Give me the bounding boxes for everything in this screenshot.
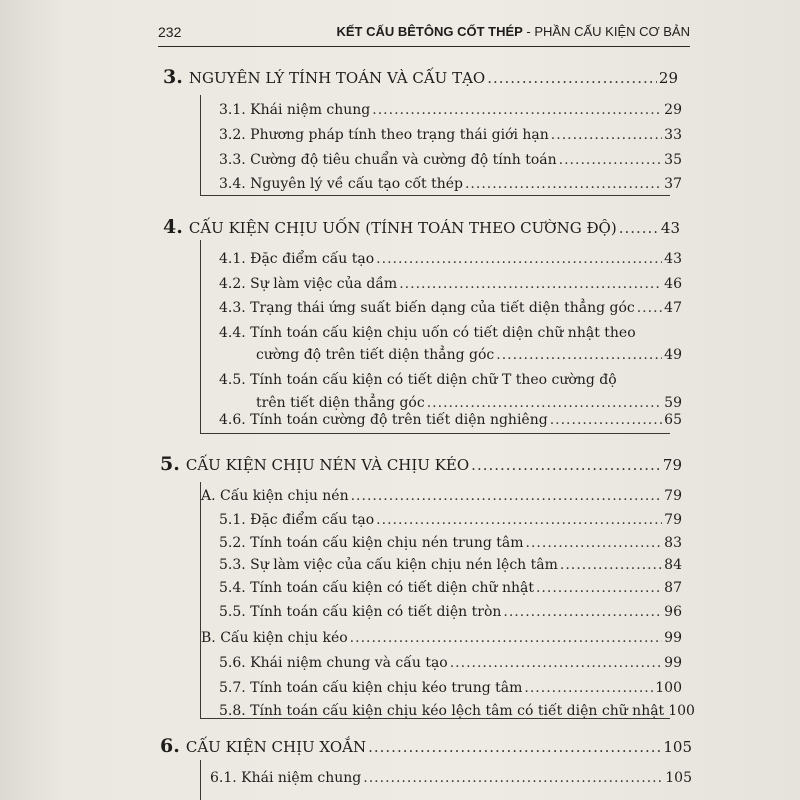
toc-chapter-4[interactable] [163, 216, 680, 238]
chapter-6-bracket [200, 760, 201, 800]
dot-leader [376, 251, 662, 267]
toc-section-3-2[interactable] [219, 127, 682, 143]
running-header [158, 24, 690, 46]
chapter-number: 3. [163, 66, 183, 88]
header-rule [158, 46, 690, 47]
section-title: 6.1. Khái niệm chung [210, 770, 362, 786]
page-ref: 65 [664, 412, 682, 428]
toc-section-6-1[interactable] [210, 770, 692, 786]
dot-leader [526, 535, 663, 551]
toc-chapter-3[interactable] [163, 66, 678, 88]
section-title: 3.1. Khái niệm chung [219, 102, 371, 118]
page-ref: 99 [664, 630, 682, 646]
dot-leader [503, 604, 662, 620]
section-title: cường độ trên tiết diện thẳng góc [256, 347, 495, 363]
dot-leader [524, 680, 653, 696]
toc-part-5a[interactable] [201, 488, 682, 504]
page-ref: 87 [664, 580, 682, 596]
page-ref: 49 [664, 347, 682, 363]
page-ref: 59 [664, 395, 682, 411]
running-title-main: KẾT CẤU BÊTÔNG CỐT THÉP [336, 24, 523, 39]
dot-leader [450, 655, 662, 671]
section-title: 5.2. Tính toán cấu kiện chịu nén trung tâm [219, 535, 524, 551]
page-ref: 99 [664, 655, 682, 671]
section-title: trên tiết diện thẳng góc [256, 395, 425, 411]
dot-leader [363, 770, 663, 786]
dot-leader [637, 300, 662, 316]
toc-section-5-8[interactable] [219, 703, 695, 719]
dot-leader [465, 176, 662, 192]
chapter-3-bottom-rule [200, 195, 670, 196]
page-ref: 37 [664, 176, 682, 192]
dot-leader [550, 412, 662, 428]
section-title: 4.6. Tính toán cường độ trên tiết diện nghiêng [219, 412, 548, 428]
toc-section-5-4[interactable] [219, 580, 682, 596]
page-ref: 47 [664, 300, 682, 316]
section-title: 5.1. Đặc điểm cấu tạo [219, 512, 375, 528]
toc-section-5-7[interactable] [219, 680, 682, 696]
toc-section-3-1[interactable] [219, 102, 682, 118]
toc-section-5-3[interactable] [219, 557, 682, 573]
section-title: 3.2. Phương pháp tính theo trạng thái giới hạn [219, 127, 549, 143]
section-title: 5.8. Tính toán cấu kiện chịu kéo lệch tâm có tiết diện chữ nhật [219, 703, 665, 719]
dot-leader [551, 127, 662, 143]
chapter-number: 4. [163, 216, 183, 238]
page-ref: 96 [664, 604, 682, 620]
page-ref: 105 [663, 738, 692, 756]
toc-section-4-5-line1[interactable]: 4.5. Tính toán cấu kiện có tiết diện chữ T theo cường độ [219, 372, 617, 388]
toc-part-5b[interactable] [201, 630, 682, 646]
page-number: 232 [158, 24, 182, 40]
section-title: 5.3. Sự làm việc của cấu kiện chịu nén lệch tâm [219, 557, 558, 573]
toc-section-4-1[interactable] [219, 251, 682, 267]
page-ref: 35 [664, 152, 682, 168]
page-ref: 100 [655, 680, 682, 696]
chapter-title: CẤU KIỆN CHỊU NÉN VÀ CHỊU KÉO [185, 456, 470, 474]
page-ref: 43 [660, 219, 680, 237]
toc-section-3-3[interactable] [219, 152, 682, 168]
toc-section-5-2[interactable] [219, 535, 682, 551]
dot-leader [560, 557, 662, 573]
section-title: 5.5. Tính toán cấu kiện có tiết diện tròn [219, 604, 502, 620]
page-ref: 79 [664, 488, 682, 504]
section-title: 5.7. Tính toán cấu kiện chịu kéo trung tâm [219, 680, 523, 696]
chapter-title: CẤU KIỆN CHỊU UỐN (TÍNH TOÁN THEO CƯỜNG ĐỘ) [188, 219, 617, 237]
chapter-4-bracket [200, 240, 201, 433]
toc-section-4-6[interactable] [219, 412, 682, 428]
toc-section-5-6[interactable] [219, 655, 682, 671]
chapter-title: CẤU KIỆN CHỊU XOẮN [185, 738, 367, 756]
page-ref: 83 [664, 535, 682, 551]
page-ref: 43 [664, 251, 682, 267]
section-title: 4.3. Trạng thái ứng suất biến dạng của tiết diện thẳng góc [219, 300, 635, 316]
section-title: 5.6. Khái niệm chung và cấu tạo [219, 655, 448, 671]
page-ref: 29 [664, 102, 682, 118]
toc-section-4-4-line1[interactable]: 4.4. Tính toán cấu kiện chịu uốn có tiết diện chữ nhật theo [219, 325, 636, 341]
dot-leader [619, 219, 659, 237]
section-title: 3.3. Cường độ tiêu chuẩn và cường độ tính toán [219, 152, 557, 168]
chapter-number: 6. [160, 735, 180, 757]
chapter-5-bracket [200, 482, 201, 718]
page-ref: 100 [668, 703, 695, 719]
toc-section-5-1[interactable] [219, 512, 682, 528]
section-title: 4.1. Đặc điểm cấu tạo [219, 251, 375, 267]
toc-section-4-2[interactable] [219, 276, 682, 292]
running-title [336, 24, 690, 39]
dot-leader [399, 276, 662, 292]
section-title: 4.2. Sự làm việc của dầm [219, 276, 398, 292]
dot-leader [372, 102, 662, 118]
chapter-number: 5. [160, 453, 180, 475]
dot-leader [487, 69, 657, 87]
part-title: B. Cấu kiện chịu kéo [201, 630, 348, 646]
page-ref: 79 [662, 456, 682, 474]
toc-section-5-5[interactable] [219, 604, 682, 620]
page-ref: 33 [664, 127, 682, 143]
page-ref: 46 [664, 276, 682, 292]
toc-section-3-4[interactable] [219, 176, 682, 192]
dot-leader [496, 347, 662, 363]
page-ref: 29 [658, 69, 678, 87]
dot-leader [368, 738, 661, 756]
running-title-sub: PHẦN CẤU KIỆN CƠ BẢN [534, 24, 690, 39]
dot-leader [471, 456, 661, 474]
chapter-title: NGUYÊN LÝ TÍNH TOÁN VÀ CẤU TẠO [188, 69, 486, 87]
dot-leader [376, 512, 662, 528]
section-title: 5.4. Tính toán cấu kiện có tiết diện chữ nhật [219, 580, 534, 596]
toc-chapter-5[interactable] [160, 453, 682, 475]
page-ref: 79 [664, 512, 682, 528]
toc-chapter-6[interactable] [160, 735, 692, 757]
dot-leader [350, 630, 663, 646]
toc-section-4-4[interactable] [256, 347, 682, 363]
dot-leader [427, 395, 662, 411]
dot-leader [351, 488, 663, 504]
section-title: 3.4. Nguyên lý về cấu tạo cốt thép [219, 176, 463, 192]
dot-leader [536, 580, 662, 596]
part-title: A. Cấu kiện chịu nén [201, 488, 349, 504]
page-ref: 84 [664, 557, 682, 573]
toc-section-4-5[interactable] [256, 395, 682, 411]
page-ref: 105 [665, 770, 692, 786]
chapter-3-bracket [200, 95, 201, 195]
dot-leader [559, 152, 663, 168]
chapter-4-bottom-rule [200, 433, 670, 434]
toc-section-4-3[interactable] [219, 300, 682, 316]
running-title-separator: - [522, 24, 535, 39]
